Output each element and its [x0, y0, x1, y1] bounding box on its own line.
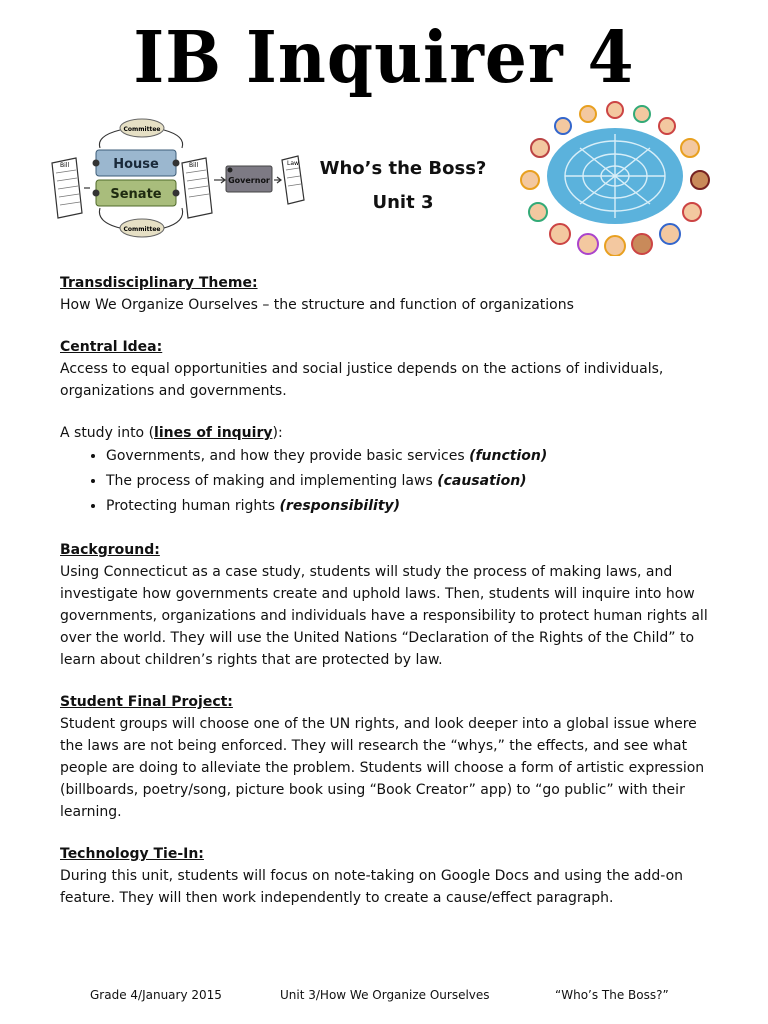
footer-unit: Unit 3/How We Organize Ourselves [280, 988, 490, 1002]
bill-left-label: Bill [60, 162, 70, 169]
footer-grade-date: Grade 4/January 2015 [90, 988, 222, 1002]
bill-scroll-left-icon [52, 158, 82, 218]
governor-label: Governor [228, 176, 270, 185]
bill-right-label: Bill [189, 162, 199, 169]
lines-of-inquiry-label: lines of inquiry [154, 425, 273, 441]
children-around-globe-illustration [508, 96, 722, 256]
list-item: • Protecting human rights (responsibility) [106, 494, 720, 519]
unit-number: Unit 3 [372, 192, 434, 213]
technology-text: During this unit, students will focus on note-taking on Google Docs and using the add-on feature. They will then work independently to create a cause/effect paragraph. [60, 868, 684, 906]
unit-heading [300, 152, 506, 220]
list-item: • The process of making and implementing laws (causation) [106, 469, 720, 494]
house-label: House [113, 157, 159, 172]
theme-text: How We Organize Ourselves – the structure and function of organizations [60, 297, 574, 313]
footer-unit-title: “Who’s The Boss?” [555, 988, 669, 1002]
bill-scroll-right-icon [182, 158, 212, 218]
central-idea-heading: Central Idea: [60, 339, 163, 355]
list-item: • Governments, and how they provide basic services (function) [106, 444, 720, 469]
unit-overview [60, 272, 720, 909]
law-label: Law [287, 160, 299, 167]
inquiry-intro: A study into (lines of inquiry): [60, 425, 283, 441]
bill-to-law-diagram [46, 118, 306, 243]
page-title: IB Inquirer 4 [133, 14, 635, 100]
unit-title: Who’s the Boss? [319, 158, 487, 179]
senate-label: Senate [110, 187, 162, 202]
background-heading: Background: [60, 542, 160, 558]
final-project-text: Student groups will choose one of the UN rights, and look deeper into a global issue where the laws are not being enforced. They will research the “whys,” the effects, and see what people are doing to alleviate the problem. Students will choose a form of artistic expression (billboards, poetry/song, picture book using “Book Creator” app) to “go public” with their learning. [60, 716, 705, 820]
committee-top-label: Committee [123, 126, 161, 133]
final-project-heading: Student Final Project: [60, 694, 233, 710]
theme-heading: Transdisciplinary Theme: [60, 275, 258, 291]
central-idea-text: Access to equal opportunities and social justice depends on the actions of individuals, organizations and governments. [60, 361, 664, 399]
inquiry-list [60, 444, 720, 519]
background-text: Using Connecticut as a case study, students will study the process of making laws, and investigate how governments create and uphold laws. Then, students will inquire into how governments, organizations and individuals have a responsibility to protect human rights all over the world. They will use the United Nations “Declaration of the Rights of the Child” to learn about children’s rights that are protected by law. [60, 564, 708, 668]
committee-bottom-label: Committee [123, 226, 161, 233]
technology-heading: Technology Tie-In: [60, 846, 204, 862]
